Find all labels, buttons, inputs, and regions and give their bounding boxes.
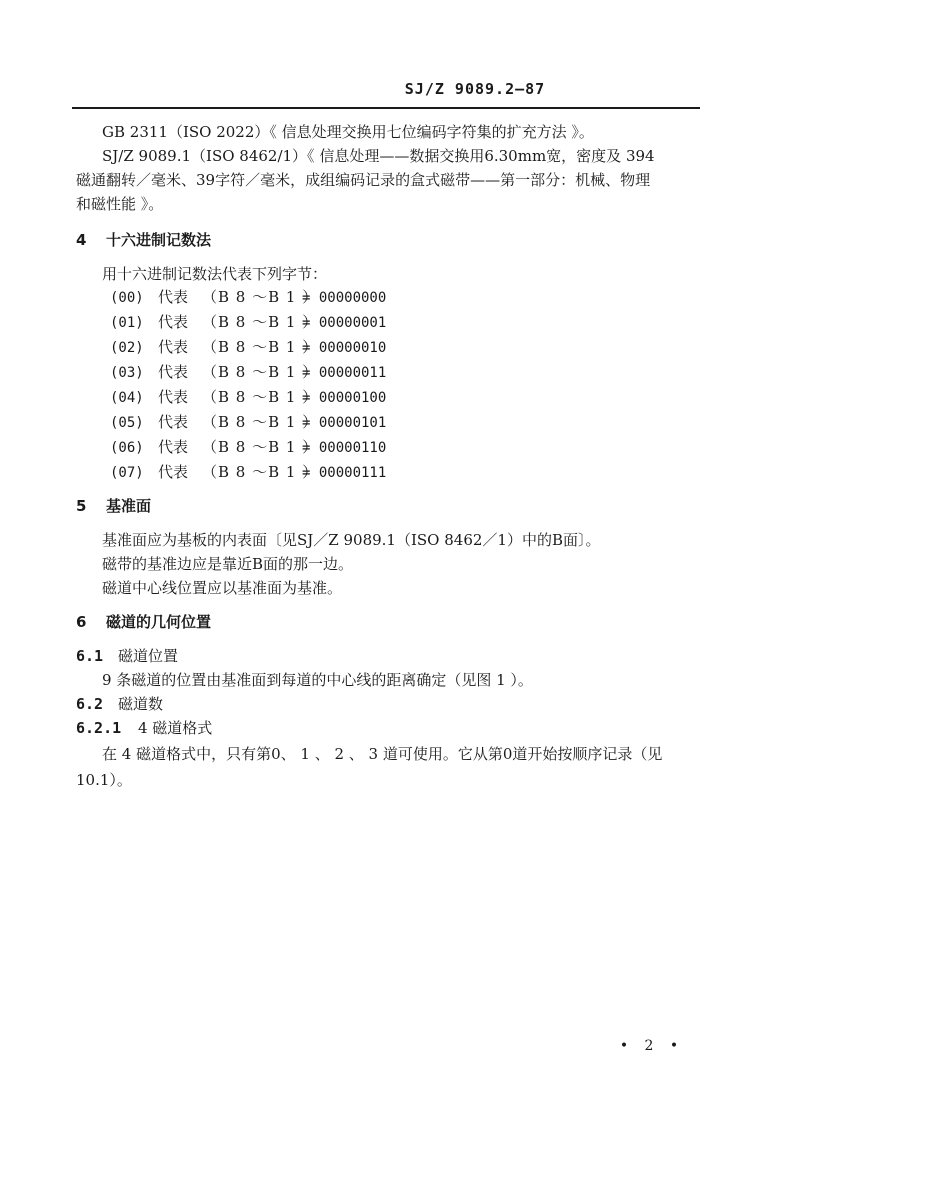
section-6-2-1-heading bbox=[76, 718, 212, 738]
section-5-number: 5 bbox=[76, 497, 87, 515]
hex-row bbox=[110, 337, 386, 358]
section-6-2-heading bbox=[76, 694, 163, 714]
hex-code: (03) bbox=[110, 365, 144, 381]
section-6-1-number: 6.1 bbox=[76, 647, 104, 665]
section-5-title: 基准面 bbox=[106, 497, 152, 515]
hex-range: （B 8 ～B 1 ） bbox=[202, 313, 319, 331]
section-5-paragraph-2: 磁带的基准边应是靠近B面的那一边。 bbox=[102, 555, 354, 573]
hex-value: = 00000111 bbox=[302, 465, 387, 481]
section-5-paragraph-1: 基准面应为基板的内表面〔见SJ／Z 9089.1（ISO 8462／1）中的B面〕。 bbox=[102, 531, 601, 549]
section-5-heading bbox=[76, 496, 151, 516]
page-number: • 2 • bbox=[619, 1038, 685, 1054]
section-6-2-1-text-line1: 在 4 磁道格式中，只有第0、 1 、 2 、 3 道可使用。它从第0道开始按顺序记录（见 bbox=[102, 745, 663, 763]
header-rule bbox=[72, 107, 700, 109]
hex-range: （B 8 ～B 1 ） bbox=[202, 413, 319, 431]
hex-range: （B 8 ～B 1 ） bbox=[202, 438, 319, 456]
hex-value: = 00000101 bbox=[302, 415, 387, 431]
hex-row bbox=[110, 387, 386, 408]
hex-range: （B 8 ～B 1 ） bbox=[202, 363, 319, 381]
hex-range: （B 8 ～B 1 ） bbox=[202, 388, 319, 406]
section-6-2-number: 6.2 bbox=[76, 695, 104, 713]
hex-word: 代表 bbox=[158, 363, 189, 381]
section-4-heading bbox=[76, 230, 211, 250]
reference-gb2311: GB 2311（ISO 2022）《 信息处理交换用七位编码字符集的扩充方法 》。 bbox=[102, 123, 594, 141]
hex-code: (02) bbox=[110, 340, 144, 356]
hex-code: (00) bbox=[110, 290, 144, 306]
hex-range: （B 8 ～B 1 ） bbox=[202, 463, 319, 481]
section-6-2-1-title: 4 磁道格式 bbox=[138, 719, 213, 737]
reference-sjz9089-line2: 磁通翻转／毫米、39字符／毫米，成组编码记录的盒式磁带——第一部分：机械、物理 bbox=[76, 171, 651, 189]
hex-word: 代表 bbox=[158, 288, 189, 306]
section-6-1-heading bbox=[76, 646, 178, 666]
hex-code: (01) bbox=[110, 315, 144, 331]
section-5-paragraph-3: 磁道中心线位置应以基准面为基准。 bbox=[102, 579, 343, 597]
hex-code: (06) bbox=[110, 440, 144, 456]
hex-word: 代表 bbox=[158, 338, 189, 356]
section-6-1-title: 磁道位置 bbox=[118, 647, 179, 665]
hex-value: = 00000110 bbox=[302, 440, 387, 456]
hex-word: 代表 bbox=[158, 388, 189, 406]
hex-row bbox=[110, 312, 386, 333]
hex-code: (05) bbox=[110, 415, 144, 431]
section-4-title: 十六进制记数法 bbox=[106, 231, 212, 249]
section-6-2-1-text-line2: 10.1）。 bbox=[76, 771, 132, 789]
section-6-1-text: 9 条磁道的位置由基准面到每道的中心线的距离确定（见图 1 ）。 bbox=[102, 671, 533, 689]
section-4-intro: 用十六进制记数法代表下列字节： bbox=[102, 265, 328, 283]
hex-value: = 00000000 bbox=[302, 290, 387, 306]
hex-code: (04) bbox=[110, 390, 144, 406]
hex-value: = 00000010 bbox=[302, 340, 387, 356]
section-6-2-title: 磁道数 bbox=[118, 695, 164, 713]
hex-row bbox=[110, 462, 386, 483]
hex-row bbox=[110, 412, 386, 433]
hex-value: = 00000100 bbox=[302, 390, 387, 406]
section-4-number: 4 bbox=[76, 231, 87, 249]
hex-word: 代表 bbox=[158, 413, 189, 431]
reference-sjz9089-line3: 和磁性能 》。 bbox=[76, 195, 164, 213]
section-6-heading bbox=[76, 612, 211, 632]
reference-sjz9089-line1: SJ/Z 9089.1（ISO 8462/1）《 信息处理——数据交换用6.30mm宽，密度及 394 bbox=[102, 147, 655, 165]
section-6-2-1-number: 6.2.1 bbox=[76, 719, 122, 737]
section-6-title: 磁道的几何位置 bbox=[106, 613, 212, 631]
hex-word: 代表 bbox=[158, 438, 189, 456]
hex-word: 代表 bbox=[158, 463, 189, 481]
hex-code: (07) bbox=[110, 465, 144, 481]
section-6-number: 6 bbox=[76, 613, 87, 631]
hex-range: （B 8 ～B 1 ） bbox=[202, 338, 319, 356]
hex-row bbox=[110, 437, 386, 458]
hex-row bbox=[110, 362, 386, 383]
hex-value: = 00000011 bbox=[302, 365, 387, 381]
hex-row bbox=[110, 287, 386, 308]
hex-value: = 00000001 bbox=[302, 315, 387, 331]
hex-word: 代表 bbox=[158, 313, 189, 331]
hex-range: （B 8 ～B 1 ） bbox=[202, 288, 319, 306]
page-header: SJ/Z 9089.2—87 bbox=[404, 80, 546, 98]
